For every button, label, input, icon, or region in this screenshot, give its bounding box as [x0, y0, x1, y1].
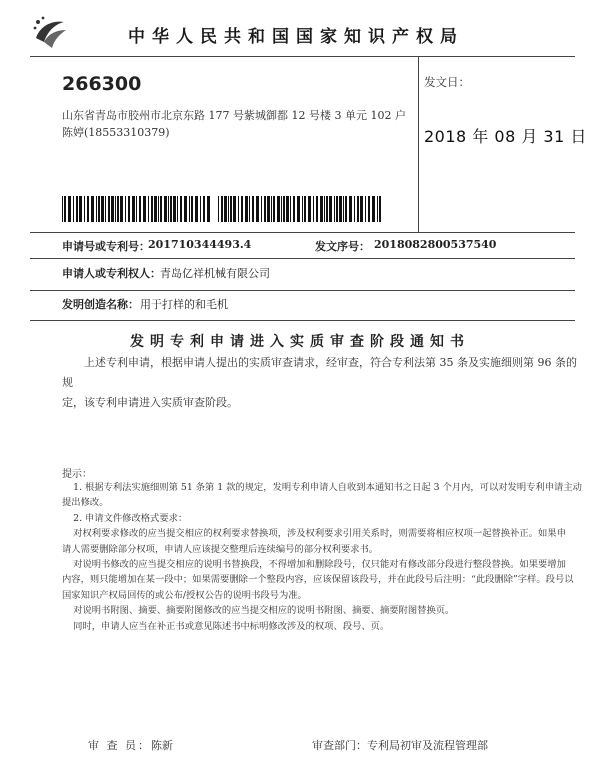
tip-3-line-2: 请人需要删除部分权项，申请人应该提交整理后连续编号的部分权利要求书。 — [62, 543, 379, 555]
barcode-gap — [381, 196, 382, 222]
invention-title-label: 发明创造名称： — [62, 298, 139, 311]
mailing-address: 山东省青岛市胶州市北京东路 177 号紫城御都 12 号楼 3 单元 102 户 — [62, 109, 406, 122]
examiner-name: 陈新 — [151, 739, 173, 752]
applicant-name: 青岛亿祥机械有限公司 — [160, 267, 270, 280]
notice-body — [62, 353, 582, 413]
tip-1-line-2: 提出修改。 — [62, 497, 109, 509]
invention-title: 用于打样的和毛机 — [140, 298, 228, 311]
tip-3-line-1: 对权利要求修改的应当提交相应的权利要求替换项，涉及权利要求引用关系时，则需要将相应权项一起替换补正。如果申 — [73, 528, 566, 540]
issue-date: 2018 年 08 月 31 日 — [424, 127, 587, 146]
tip-4-line-2: 内容，则只能增加在某一段中；如果需要删除一个整段内容，应该保留该段号，并在此段号后注明：“此段删除”字样。段号以 — [62, 574, 574, 586]
department-name: 专利局初审及流程管理部 — [367, 739, 488, 752]
info-bottom-divider — [30, 320, 575, 321]
barcode-gap — [210, 196, 211, 222]
agency-title: 中华人民共和国国家知识产权局 — [128, 27, 464, 47]
barcode-right — [218, 196, 384, 222]
notice-line-2: 定，该专利申请进入实质审查阶段。 — [62, 396, 238, 409]
tip-4-line-1: 对说明书修改的应当提交相应的说明书替换段，不得增加和删除段号，仅只能对有修改部分段进行整段替换。如果要增加 — [73, 559, 566, 571]
department-label: 审查部门： — [312, 739, 367, 752]
examining-department — [312, 737, 488, 753]
tip-1-line-1: 1. 根据专利法实施细则第 51 条第 1 款的规定，发明专利申请人自收到本通知书之日起 3 个月内，可以对发明专利申请主动 — [73, 482, 582, 493]
tips-body — [62, 480, 582, 634]
header-divider — [30, 56, 575, 57]
cnipa-logo-icon — [30, 12, 72, 54]
serial-number: 2018082800537540 — [374, 238, 497, 251]
notice-line-1: 上述专利申请，根据申请人提出的实质审查请求，经审查，符合专利法第 35 条及实施细则第 96 条的规 — [62, 356, 577, 389]
info-divider-2 — [30, 290, 575, 291]
serial-number-label: 发文序号： — [315, 240, 370, 253]
examiner — [88, 737, 173, 753]
info-top-divider — [30, 232, 575, 233]
barcode-left — [62, 196, 212, 222]
tip-6: 同时，申请人应当在补正书或意见陈述书中标明修改涉及的权项、段号、页。 — [73, 620, 390, 632]
examiner-label: 审 查 员： — [88, 739, 151, 752]
issue-date-label: 发文日： — [424, 75, 470, 89]
recipient: 陈婷(18553310379) — [62, 126, 170, 139]
tip-4-line-3: 国家知识产权局回传的或公布/授权公告的说明书段号为准。 — [62, 589, 307, 601]
postcode: 266300 — [62, 73, 142, 95]
tip-5: 对说明书附图、摘要、摘要附图修改的应当提交相应的说明书附图、摘要、摘要附图替换页。 — [73, 605, 455, 617]
application-number-label: 申请号或专利号： — [62, 240, 150, 253]
notice-title: 发明专利申请进入实质审查阶段通知书 — [130, 334, 470, 350]
tip-2: 2. 申请文件修改格式要求： — [73, 512, 188, 524]
tips-label: 提示： — [62, 469, 92, 480]
application-number: 201710344493.4 — [148, 238, 252, 251]
applicant-label: 申请人或专利权人： — [62, 267, 161, 280]
date-box-divider — [418, 56, 419, 232]
info-divider-1 — [30, 258, 575, 259]
